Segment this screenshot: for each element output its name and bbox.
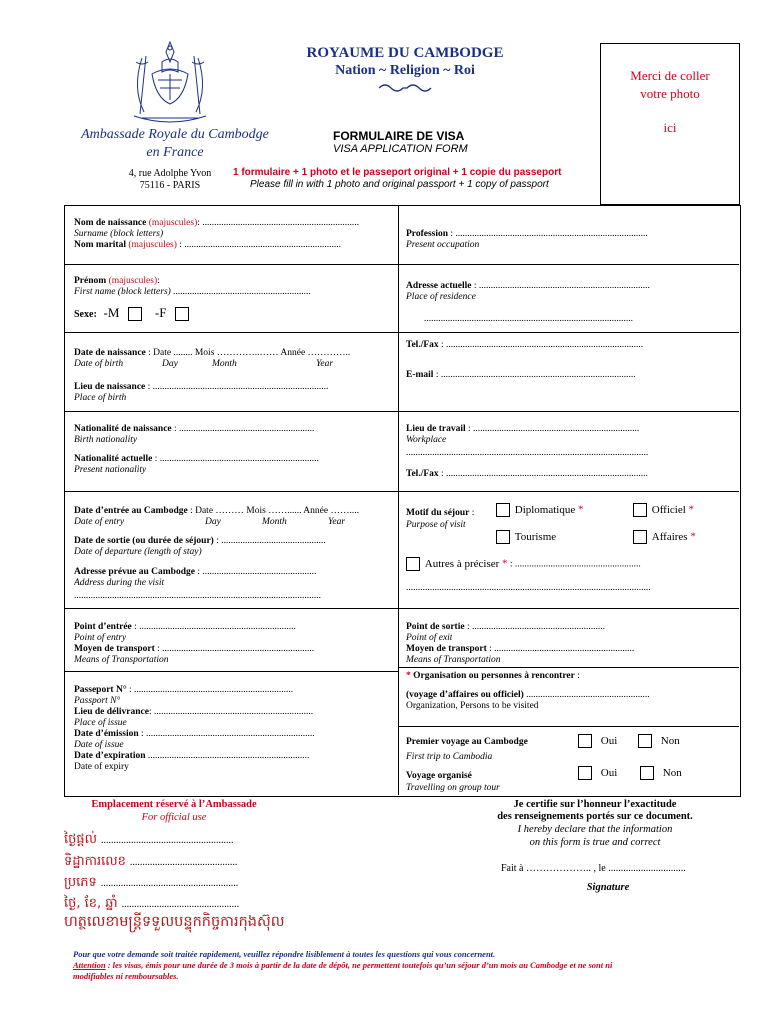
field-point-of-entry[interactable]: Point d’entrée : .................................................................. [74,622,296,632]
signature-label: Signature [586,882,630,893]
address-cambodia-dots[interactable]: ........................................................................................................ [74,591,321,601]
declaration-en-1: I hereby declare that the information [517,824,673,835]
footer-line2: Attention : les visas, émis pour une durée de 3 mois à partir de la date de dépôt, ne permettent toutefois qu’un séjour d’un mois au Cambodge et ne sont ni [73,960,613,970]
first-trip-non[interactable]: Non [638,734,680,748]
field-exit-date[interactable]: Date de sortie (ou durée de séjour) : ............................................ [74,536,326,546]
field-email[interactable]: E-mail : .................................................................................. [406,370,636,380]
first-trip-non-checkbox[interactable] [638,734,652,748]
field-first-name[interactable]: Prénom (majuscules): [74,276,160,286]
profession-en: Present occupation [406,240,480,250]
group-tour-en: Travelling on group tour [406,783,500,793]
field-place-of-birth[interactable]: Lieu de naissance : .......................................................................... [74,382,329,392]
option-diplomatique[interactable]: Diplomatique * [496,503,584,517]
embassy-line1: Ambassade Royale du Cambodge [81,127,269,142]
declaration-fr-2: des renseignements portés sur ce document. [497,811,693,822]
official-use-subtitle: For official use [141,812,207,823]
official-field-4: ថ្ងៃ, ខែ, ឆ្នាំ ............................................... [64,896,240,911]
field-place-of-issue[interactable]: Lieu de délivrance: ................................................................... [74,707,314,717]
field-passport-number[interactable]: Passeport N° : ................................................................... [74,685,294,695]
address-line2: 75116 - PARIS [139,180,201,191]
surname-en: Surname (block letters) [74,229,164,239]
field-date-of-expiry[interactable]: Date d’expiration .................................................................... [74,751,310,761]
point-of-exit-en: Point of exit [406,633,453,643]
official-field-1: ថ្ងៃផ្តល់ ..................................................... [64,832,234,847]
diplomatique-checkbox[interactable] [496,503,510,517]
field-present-nationality[interactable]: Nationalité actuelle : ................................................................... [74,454,319,464]
transport-left-en: Means of Transportation [74,655,169,665]
first-trip-en: First trip to Cambodia [406,752,493,762]
official-field-3: ប្រភេទ ....................................................... [64,875,239,890]
field-transport-right[interactable]: Moyen de transport : ........................................................... [406,644,635,654]
option-officiel[interactable]: Officiel * [633,503,694,517]
field-married-name[interactable]: Nom marital (majuscules) : .................................................................. [74,240,342,250]
current-address-en: Place of residence [406,292,476,302]
photo-box-line1: Merci de coller [630,68,710,83]
field-surname[interactable]: Nom de naissance (majuscules): .................................................................. [74,218,359,228]
field-transport-left[interactable]: Moyen de transport : ................................................................ [74,644,315,654]
first-trip-oui-checkbox[interactable] [578,734,592,748]
exit-date-en: Date of departure (length of stay) [74,547,202,557]
sex-f-checkbox[interactable] [175,307,189,321]
field-entry-date[interactable]: Date d’entrée au Cambodge : Date ……… Mois ……...... Année …….... [74,506,359,516]
field-organisation[interactable]: * Organisation ou personnes à rencontrer : [406,671,580,681]
attention-label: Attention [73,960,106,970]
field-current-address[interactable]: Adresse actuelle : ........................................................................ [406,281,650,291]
sex-m-checkbox[interactable] [128,307,142,321]
royal-emblem-icon [122,38,218,126]
footer-line3: modifiables ni remboursables. [73,971,179,981]
group-tour-label: Voyage organisé [406,771,472,781]
field-profession[interactable]: Profession : ................................................................................. [406,229,648,239]
autres-checkbox[interactable] [406,557,420,571]
field-tel-fax-work[interactable]: Tel./Fax : ..................................................................................... [406,469,648,479]
field-birth-nationality[interactable]: Nationalité de naissance : ......................................................... [74,424,315,434]
present-nationality-en: Present nationality [74,465,147,475]
purpose-en: Purpose of visit [406,520,466,530]
ornament-flourish [300,82,510,97]
group-tour-oui-checkbox[interactable] [578,766,592,780]
field-fait-a[interactable]: Fait à ……………….. , le ............................... [501,863,686,874]
field-tel-fax[interactable]: Tel./Fax : ................................................................................... [406,340,644,350]
officiel-checkbox[interactable] [633,503,647,517]
dob-en: Date of birth Day Month Year [74,359,334,369]
address-cambodia-en: Address during the visit [74,578,165,588]
option-autres[interactable]: Autres à préciser * : ..................................................... [406,557,732,571]
option-affaires[interactable]: Affaires * [633,530,696,544]
address-line1: 4, rue Adolphe Yvon [128,168,212,179]
photo-box-line2: votre photo [640,86,700,101]
autres-dots[interactable]: ....................................................................................................... [406,583,651,593]
place-of-issue-en: Place of issue [74,718,127,728]
field-date-of-birth[interactable]: Date de naissance : Date ........ Mois …………..…… Année ………….. [74,348,351,358]
instruction-en: Please fill in with 1 photo and original passport + 1 copy of passport [250,179,549,190]
official-signature-label: ហត្ថលេខាមន្ត្រីទទួលបន្ទុកកិច្ចការកុងស៊ុល [64,914,285,930]
field-date-of-issue[interactable]: Date d’émission : ....................................................................... [74,729,315,739]
field-organisation-voyage[interactable]: (voyage d’affaires ou officiel) .................................................... [406,690,650,700]
date-of-issue-en: Date of issue [74,740,124,750]
kingdom-title: ROYAUME DU CAMBODGE [306,45,504,61]
transport-right-en: Means of Transportation [406,655,501,665]
affaires-checkbox[interactable] [633,530,647,544]
purpose-label: Motif du séjour : [406,508,475,518]
pob-en: Place of birth [74,393,127,403]
field-workplace[interactable]: Lieu de travail : ...................................................................... [406,424,640,434]
declaration-fr-1: Je certifie sur l’honneur l’exactitude [513,799,677,810]
point-of-entry-en: Point of entry [74,633,127,643]
instruction-fr: 1 formulaire + 1 photo et le passeport original + 1 copie du passeport [233,167,562,178]
workplace-dots[interactable]: ...................................................................................................... [406,448,649,458]
entry-date-en: Date of entry Day Month Year [74,517,346,527]
passport-number-en: Passport N° [74,696,121,706]
first-trip-label: Premier voyage au Cambodge [406,737,528,747]
first-trip-oui[interactable]: Oui [578,734,617,748]
current-address-dots[interactable]: ........................................................................................ [424,314,633,324]
tourisme-checkbox[interactable] [496,530,510,544]
group-tour-non-checkbox[interactable] [640,766,654,780]
field-point-of-exit[interactable]: Point de sortie : ........................................................ [406,622,605,632]
flourish-icon [375,82,435,94]
royal-emblem [122,38,218,126]
footer-line1: Pour que votre demande soit traitée rapidement, veuillez répondre lisiblement à toutes les questions qui vous concernent. [73,949,496,959]
organisation-en: Organization, Persons to be visited [406,701,539,711]
date-of-expiry-en: Date of expiry [74,762,129,772]
group-tour-oui[interactable]: Oui [578,766,617,780]
sex-field: Sexe: -M -F [74,305,189,321]
official-use-title: Emplacement réservé à l’Ambassade [91,799,257,810]
birth-nationality-en: Birth nationality [74,435,138,445]
workplace-en: Workplace [406,435,447,445]
embassy-line2: en France [146,145,204,160]
first-name-en: First name (block letters) .......................................................... [74,287,311,297]
declaration-en-2: on this form is true and correct [529,837,661,848]
photo-box[interactable] [600,43,740,205]
column-divider [398,205,399,795]
form-title: FORMULAIRE DE VISA [333,129,465,143]
form-subtitle: VISA APPLICATION FORM [333,143,468,155]
photo-box-line3: ici [663,120,677,135]
motto: Nation ~ Religion ~ Roi [335,63,475,78]
official-field-2: ទិដ្ឋាការលេខ ........................................... [64,854,238,869]
field-address-cambodia[interactable]: Adresse prévue au Cambodge : ................................................ [74,567,317,577]
group-tour-non[interactable]: Non [640,766,682,780]
option-tourisme[interactable]: Tourisme [496,530,556,544]
